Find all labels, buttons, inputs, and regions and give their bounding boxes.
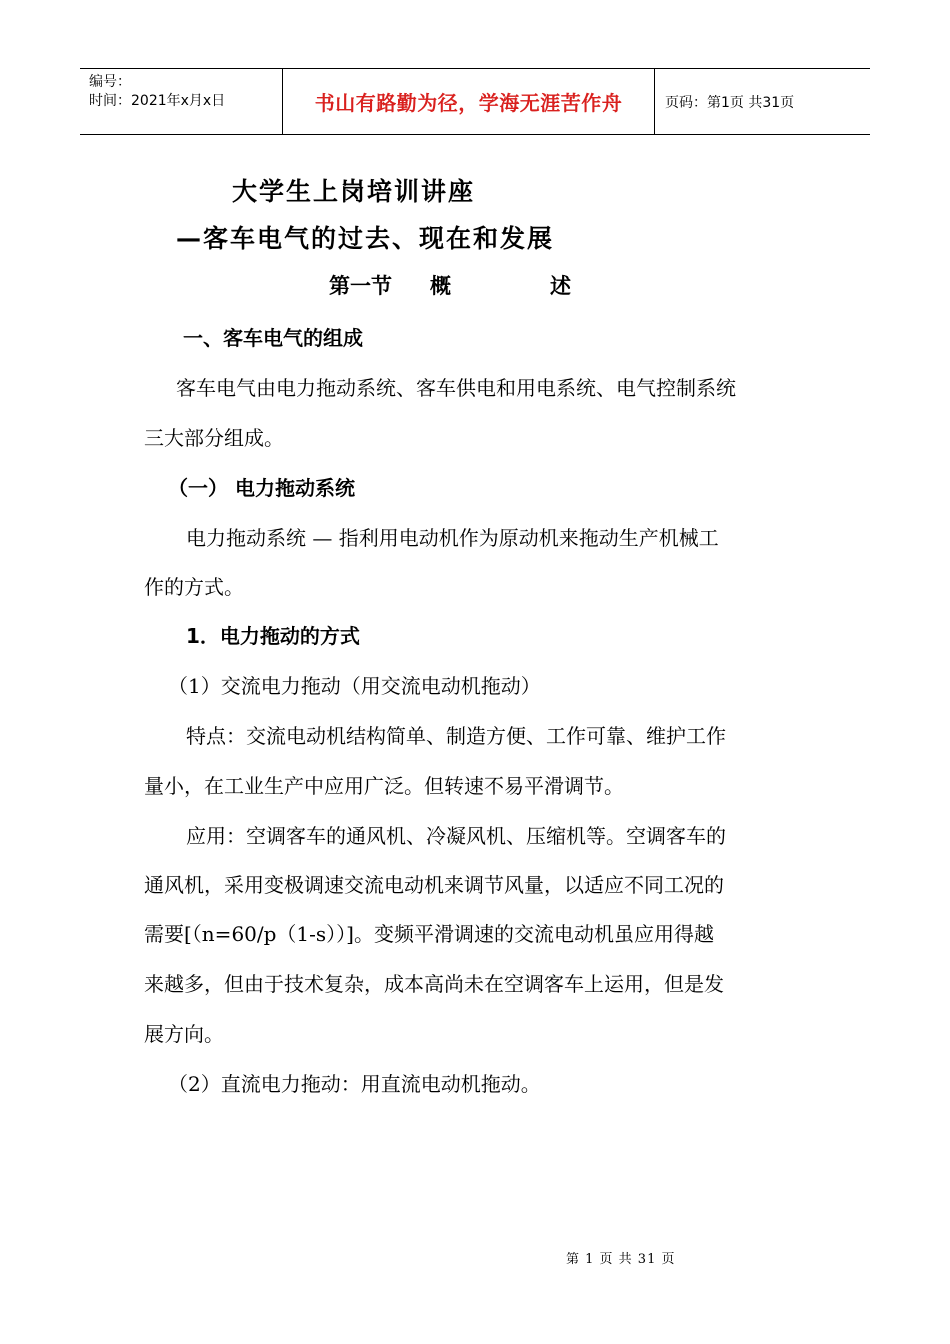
section-title-char2: 述 — [550, 274, 571, 298]
paragraph-line: 需要[（n=60/p（1-s））]。变频平滑调速的交流电动机虽应用得越 — [144, 922, 714, 946]
paragraph-line: 三大部分组成。 — [144, 426, 284, 450]
header-page-info: 页码：第1页 共31页 — [665, 94, 795, 111]
document-subtitle: —客车电气的过去、现在和发展 — [176, 224, 555, 253]
header-time-label: 时间：2021年x月x日 — [89, 93, 226, 109]
page-footer: 第 1 页 共 31 页 — [566, 1252, 676, 1267]
paragraph-line: 作的方式。 — [144, 575, 244, 599]
paragraph-line: （2）直流电力拖动：用直流电动机拖动。 — [168, 1072, 541, 1096]
paragraph-line: 电力拖动系统 — 指利用电动机作为原动机来拖动生产机械工 — [186, 526, 719, 550]
section-title-char1: 概 — [430, 274, 451, 298]
paragraph-line: 应用：空调客车的通风机、冷凝风机、压缩机等。空调客车的 — [186, 824, 726, 848]
document-header — [80, 68, 870, 135]
paragraph-line: 来越多，但由于技术复杂，成本高尚未在空调客车上运用，但是发 — [144, 972, 724, 996]
paragraph-line: 客车电气由电力拖动系统、客车供电和用电系统、电气控制系统 — [176, 376, 736, 400]
paragraph-line: 量小，在工业生产中应用广泛。但转速不易平滑调节。 — [144, 774, 624, 798]
paragraph-line: 特点：交流电动机结构简单、制造方便、工作可靠、维护工作 — [186, 724, 726, 748]
paragraph-line: 通风机，采用变极调速交流电动机来调节风量，以适应不同工况的 — [144, 873, 724, 897]
header-number-label: 编号： — [89, 74, 131, 90]
heading-drive-modes: 1．电力拖动的方式 — [186, 624, 360, 648]
heading-composition: 一、客车电气的组成 — [183, 326, 363, 350]
heading-drive-system: （一） 电力拖动系统 — [168, 476, 355, 500]
paragraph-line: 展方向。 — [144, 1022, 224, 1046]
header-motto: 书山有路勤为径，学海无涯苦作舟 — [282, 69, 655, 134]
section-number: 第一节 — [329, 274, 392, 298]
header-meta — [80, 69, 282, 134]
paragraph-line: （1）交流电力拖动（用交流电动机拖动） — [168, 674, 541, 698]
document-title: 大学生上岗培训讲座 — [232, 177, 476, 206]
